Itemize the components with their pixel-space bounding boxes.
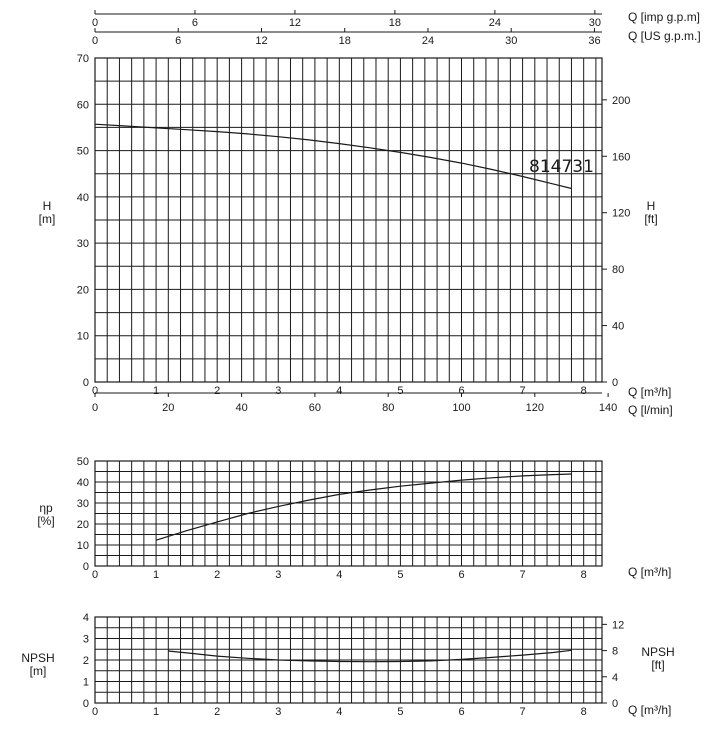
lmin-tick-label: 40 xyxy=(235,402,248,414)
us-tick-label: 12 xyxy=(255,35,268,47)
y-tick-label: 0 xyxy=(82,561,89,573)
y-tick-label: 0 xyxy=(82,377,89,389)
x-tick-label: 0 xyxy=(91,706,99,718)
us-tick-label: 18 xyxy=(338,35,351,47)
y-axis-title-left: NPSH [m] xyxy=(21,651,55,678)
us-axis-title: Q [US g.p.m.] xyxy=(628,29,701,43)
imp-tick-label: 24 xyxy=(488,17,502,29)
lmin-tick-label: 0 xyxy=(91,402,99,414)
x-tick-label: 3 xyxy=(275,706,282,718)
x-tick-label: 4 xyxy=(336,706,343,718)
y-tick-label: 40 xyxy=(76,191,89,204)
x-tick-label: 2 xyxy=(214,569,221,581)
y-axis-title-left: ηp [%] xyxy=(37,501,55,528)
x-tick-label: 4 xyxy=(336,569,343,581)
x-tick-label: 5 xyxy=(397,569,404,581)
imp-tick-label: 0 xyxy=(91,17,99,29)
lmin-tick-label: 20 xyxy=(162,402,175,414)
y-tick-label: 2 xyxy=(82,655,89,667)
x-tick-label: 6 xyxy=(458,569,465,581)
y-tick-label: 40 xyxy=(76,477,89,489)
ft-tick-label: 0 xyxy=(612,377,619,389)
x-axis-title: Q [m³/h] xyxy=(628,565,672,579)
y-tick-label: 10 xyxy=(76,330,89,343)
y-axis-title-right: H [ft] xyxy=(644,199,658,226)
y-tick-label: 60 xyxy=(76,99,89,112)
x-tick-label: 4 xyxy=(336,385,343,397)
ft-tick-label: 40 xyxy=(612,320,625,333)
x-tick-label: 0 xyxy=(91,569,99,581)
y-axis-title-left: H [m] xyxy=(38,199,56,226)
efficiency-chart xyxy=(37,456,671,581)
y-tick-label: 10 xyxy=(76,540,89,552)
us-tick-label: 24 xyxy=(421,35,435,47)
us-tick-label: 0 xyxy=(91,35,99,47)
y-tick-label: 30 xyxy=(76,498,89,510)
us-tick-label: 30 xyxy=(505,35,518,47)
y-tick-label: 20 xyxy=(76,519,89,531)
imp-tick-label: 6 xyxy=(191,17,199,29)
y-tick-label: 50 xyxy=(76,456,89,468)
x-tick-label: 3 xyxy=(275,385,282,397)
x-tick-label: 1 xyxy=(153,385,160,397)
us-tick-label: 36 xyxy=(588,35,601,47)
x-tick-label: 1 xyxy=(153,569,160,581)
imp-tick-label: 30 xyxy=(588,17,601,29)
ft-tick-label: 4 xyxy=(612,671,619,684)
x-tick-label: 0 xyxy=(91,385,99,397)
imp-axis-title: Q [imp g.p.m] xyxy=(628,10,701,24)
ft-tick-label: 120 xyxy=(612,207,631,220)
lmin-tick-label: 60 xyxy=(308,402,322,414)
imp-tick-label: 12 xyxy=(288,17,302,29)
lmin-tick-label: 120 xyxy=(525,402,544,414)
x-tick-label: 7 xyxy=(519,385,526,397)
lmin-tick-label: 140 xyxy=(598,402,618,414)
x-tick-label: 1 xyxy=(153,706,160,718)
curve-head xyxy=(95,124,572,188)
x-tick-label: 8 xyxy=(580,706,587,718)
y-tick-label: 30 xyxy=(76,238,89,251)
x-tick-label: 6 xyxy=(458,385,465,397)
ft-tick-label: 0 xyxy=(612,698,619,710)
imp-tick-label: 18 xyxy=(388,17,402,29)
x-tick-label: 7 xyxy=(519,569,526,581)
lmin-tick-label: 80 xyxy=(382,402,395,414)
ft-tick-label: 160 xyxy=(612,151,631,164)
x-tick-label: 8 xyxy=(580,385,587,397)
y-tick-label: 0 xyxy=(82,698,89,710)
ft-tick-label: 200 xyxy=(612,94,631,107)
x-tick-label: 5 xyxy=(397,385,404,397)
x-tick-label: 2 xyxy=(214,706,221,718)
ft-tick-label: 12 xyxy=(612,619,625,632)
x-tick-label: 3 xyxy=(275,569,282,581)
y-tick-label: 50 xyxy=(76,145,89,158)
x-tick-label: 8 xyxy=(580,569,587,581)
y-tick-label: 70 xyxy=(76,53,89,65)
x-axis-title: Q [m³/h] xyxy=(628,703,672,717)
head-chart xyxy=(39,10,701,417)
y-tick-label: 3 xyxy=(82,633,89,646)
ft-tick-label: 8 xyxy=(612,645,619,658)
y-tick-label: 4 xyxy=(82,612,89,624)
y-tick-label: 20 xyxy=(76,284,89,297)
us-tick-label: 6 xyxy=(175,35,182,47)
lmin-tick-label: 100 xyxy=(452,402,471,414)
x-tick-label: 6 xyxy=(458,706,465,718)
x-tick-label: 7 xyxy=(519,706,526,718)
x-axis-title: Q [m³/h] xyxy=(628,385,672,399)
npsh-chart xyxy=(21,612,674,718)
x-tick-label: 5 xyxy=(397,706,404,718)
y-axis-title-right: NPSH [ft] xyxy=(641,645,675,672)
x-tick-label: 2 xyxy=(214,385,221,397)
y-tick-label: 1 xyxy=(82,676,89,689)
lmin-axis-title: Q [l/min] xyxy=(628,403,673,417)
ft-tick-label: 80 xyxy=(612,264,625,277)
model-label: 814731 xyxy=(529,157,594,177)
